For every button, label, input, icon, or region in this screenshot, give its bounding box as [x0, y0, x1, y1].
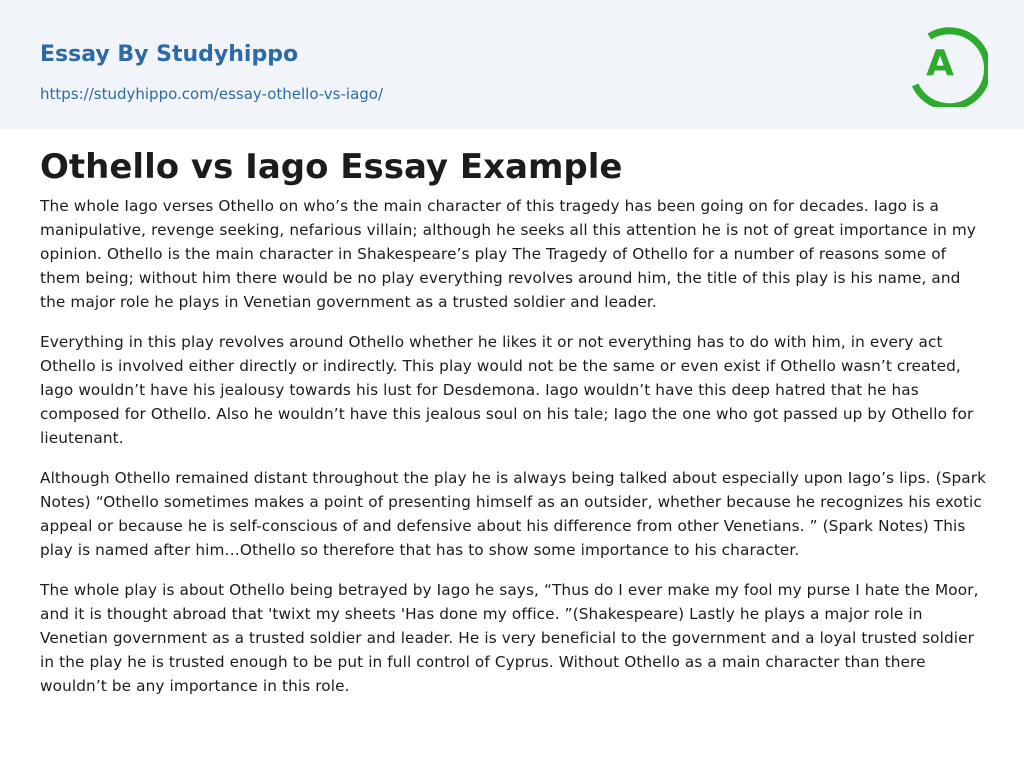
- site-header: [0, 0, 1024, 129]
- logo-letter: A: [926, 43, 954, 84]
- studyhippo-logo-icon[interactable]: [912, 19, 988, 107]
- paragraph: The whole play is about Othello being betrayed by Iago he says, “Thus do I ever make my fool my purse I hate the Moor, and it is thought abroad that 'twixt my sheets 'Has done my office. ”(Shakespeare) Lastly he plays a major role in Venetian government as a trusted soldier and leader. He is very beneficial to the government and a loyal trusted soldier in the play he is trusted enough to be put in full control of Cyprus. Without Othello as a main character than there wouldn’t be any importance in this role.: [40, 581, 979, 695]
- paragraph: The whole Iago verses Othello on who’s the main character of this tragedy has been going on for decades. Iago is a manipulative, revenge seeking, nefarious villain; although he seeks all this attention he is not of great importance in my opinion. Othello is the main character in Shakespeare’s play The Tragedy of Othello for a number of reasons some of them being; without him there would be no play everything revolves around him, the title of this play is his name, and the major role he plays in Venetian government as a trusted soldier and leader.: [40, 197, 976, 311]
- page-title: Othello vs Iago Essay Example: [40, 147, 623, 187]
- site-brand[interactable]: Essay By Studyhippo: [40, 42, 299, 67]
- article-body: [40, 194, 990, 714]
- paragraph: Although Othello remained distant throughout the play he is always being talked about especially upon Iago’s lips. (Spark Notes) “Othello sometimes makes a point of presenting himself as an outsider, whether because he recognizes his exotic appeal or because he is self-conscious of and defensive about his difference from other Venetians. ” (Spark Notes) This play is named after him…Othello so therefore that has to show some importance to his character.: [40, 469, 987, 559]
- article-url-link[interactable]: https://studyhippo.com/essay-othello-vs-iago/: [40, 85, 384, 103]
- paragraph: Everything in this play revolves around Othello whether he likes it or not everything has to do with him, in every act Othello is involved either directly or indirectly. This play would not be the same or even exist if Othello wasn’t created, Iago wouldn’t have his jealousy towards his lust for Desdemona. Iago wouldn’t have this deep hatred that he has composed for Othello. Also he wouldn’t have this jealous soul on his tale; Iago the one who got passed up by Othello for lieutenant.: [40, 333, 974, 447]
